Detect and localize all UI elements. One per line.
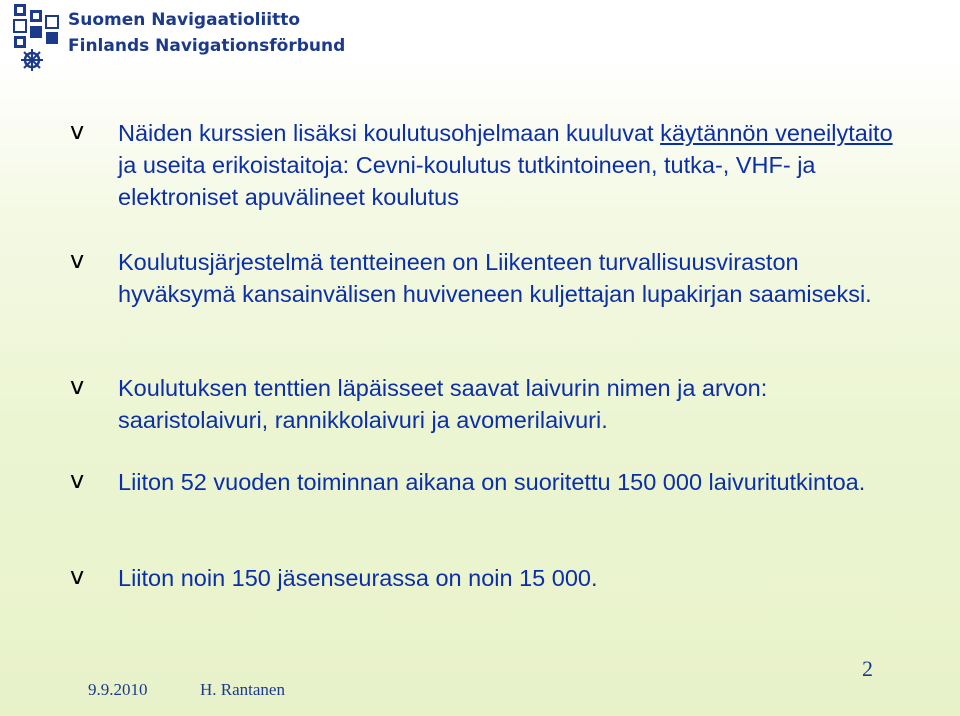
list-item-text: Liiton noin 150 jäsenseurassa on noin 15 000. — [118, 565, 598, 591]
item-link-text: käytännön veneilytaito — [660, 120, 893, 146]
logo-line-1: Suomen Navigaatioliitto — [68, 10, 301, 30]
item-text-part: ja useita erikoistaitoja: Cevni-koulutus tutkintoineen, tutka-, VHF- ja elektroniset apuvälineet koulutus — [118, 152, 816, 210]
list-item-text: Koulutuksen tenttien läpäisseet saavat laivurin nimen ja arvon: saaristolaivuri, rannikkolaivuri ja avomerilaivuri. — [118, 375, 768, 433]
bullet-marker: v — [70, 117, 85, 145]
bullet-marker: v — [70, 246, 85, 274]
footer-date: 9.9.2010 — [88, 680, 148, 699]
page-number: 2 — [862, 656, 873, 681]
flag-emblem-icon — [6, 2, 64, 72]
list-item-text: Koulutusjärjestelmä tentteineen on Liikenteen turvallisuusviraston hyväksymä kansainvälisen huviveneen kuljettajan lupakirjan saamiseksi. — [118, 249, 872, 307]
item-text-part: Näiden kurssien lisäksi koulutusohjelmaan kuuluvat — [118, 120, 661, 146]
bullet-marker: v — [70, 562, 85, 590]
logo — [6, 2, 346, 74]
logo-line-2: Finlands Navigationsförbund — [68, 36, 346, 56]
bullet-marker: v — [70, 372, 85, 400]
list-item-text: Liiton 52 vuoden toiminnan aikana on suoritettu 150 000 laivuritutkintoa. — [118, 469, 866, 495]
list-item-text — [118, 117, 908, 213]
footer-author: H. Rantanen — [200, 680, 285, 699]
bullet-marker: v — [70, 466, 85, 494]
